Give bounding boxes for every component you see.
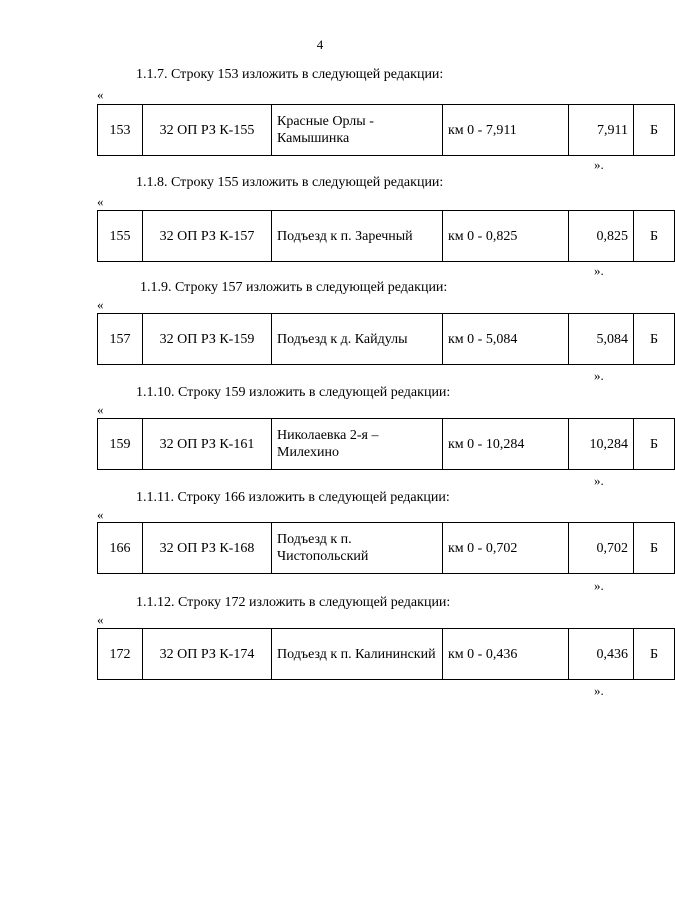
amendment-table (97, 418, 675, 470)
amendment-table (97, 210, 675, 262)
close-quote: ». (594, 578, 604, 593)
category-cell: Б (634, 523, 675, 574)
road-code-cell: 32 ОП РЗ К-155 (143, 105, 272, 156)
open-quote: « (97, 507, 104, 522)
page-number: 4 (316, 37, 324, 52)
open-quote: « (97, 297, 104, 312)
amendment-table (97, 313, 675, 365)
category-cell: Б (634, 105, 675, 156)
row-number-cell: 157 (98, 314, 143, 365)
length-cell: 10,284 (569, 419, 634, 470)
row-number-cell: 166 (98, 523, 143, 574)
amendment-heading: 1.1.11. Строку 166 изложить в следующей редакции: (136, 490, 450, 505)
open-quote: « (97, 402, 104, 417)
km-range-cell: км 0 - 0,825 (443, 211, 569, 262)
road-name-cell: Подъезд к п. Калининский (272, 629, 443, 680)
category-cell: Б (634, 419, 675, 470)
category-cell: Б (634, 314, 675, 365)
road-name-cell: Красные Орлы - Камышинка (272, 105, 443, 156)
length-cell: 7,911 (569, 105, 634, 156)
table-row (98, 314, 675, 365)
amendment-heading: 1.1.12. Строку 172 изложить в следующей редакции: (136, 595, 451, 610)
amendment-table (97, 522, 675, 574)
amendment-table (97, 628, 675, 680)
road-code-cell: 32 ОП РЗ К-159 (143, 314, 272, 365)
open-quote: « (97, 87, 104, 102)
category-cell: Б (634, 629, 675, 680)
amendment-heading: 1.1.9. Строку 157 изложить в следующей редакции: (140, 280, 448, 295)
amendment-table (97, 104, 675, 156)
length-cell: 0,702 (569, 523, 634, 574)
row-number-cell: 172 (98, 629, 143, 680)
km-range-cell: км 0 - 0,436 (443, 629, 569, 680)
amendment-heading: 1.1.10. Строку 159 изложить в следующей редакции: (136, 385, 451, 400)
open-quote: « (97, 612, 104, 627)
close-quote: ». (594, 263, 604, 278)
row-number-cell: 153 (98, 105, 143, 156)
row-number-cell: 159 (98, 419, 143, 470)
amendment-heading: 1.1.8. Строку 155 изложить в следующей редакции: (136, 175, 444, 190)
length-cell: 5,084 (569, 314, 634, 365)
km-range-cell: км 0 - 10,284 (443, 419, 569, 470)
road-name-cell: Подъезд к п. Чистопольский (272, 523, 443, 574)
amendment-heading: 1.1.7. Строку 153 изложить в следующей редакции: (136, 67, 444, 82)
close-quote: ». (594, 157, 604, 172)
table-row (98, 419, 675, 470)
road-name-cell: Подъезд к п. Заречный (272, 211, 443, 262)
road-name-cell: Подъезд к д. Кайдулы (272, 314, 443, 365)
row-number-cell: 155 (98, 211, 143, 262)
table-row (98, 211, 675, 262)
table-row (98, 105, 675, 156)
close-quote: ». (594, 473, 604, 488)
road-code-cell: 32 ОП РЗ К-174 (143, 629, 272, 680)
road-code-cell: 32 ОП РЗ К-157 (143, 211, 272, 262)
open-quote: « (97, 194, 104, 209)
km-range-cell: км 0 - 5,084 (443, 314, 569, 365)
road-code-cell: 32 ОП РЗ К-168 (143, 523, 272, 574)
length-cell: 0,436 (569, 629, 634, 680)
road-code-cell: 32 ОП РЗ К-161 (143, 419, 272, 470)
close-quote: ». (594, 683, 604, 698)
table-row (98, 629, 675, 680)
length-cell: 0,825 (569, 211, 634, 262)
km-range-cell: км 0 - 0,702 (443, 523, 569, 574)
road-name-cell: Николаевка 2-я – Милехино (272, 419, 443, 470)
category-cell: Б (634, 211, 675, 262)
table-row (98, 523, 675, 574)
km-range-cell: км 0 - 7,911 (443, 105, 569, 156)
close-quote: ». (594, 368, 604, 383)
